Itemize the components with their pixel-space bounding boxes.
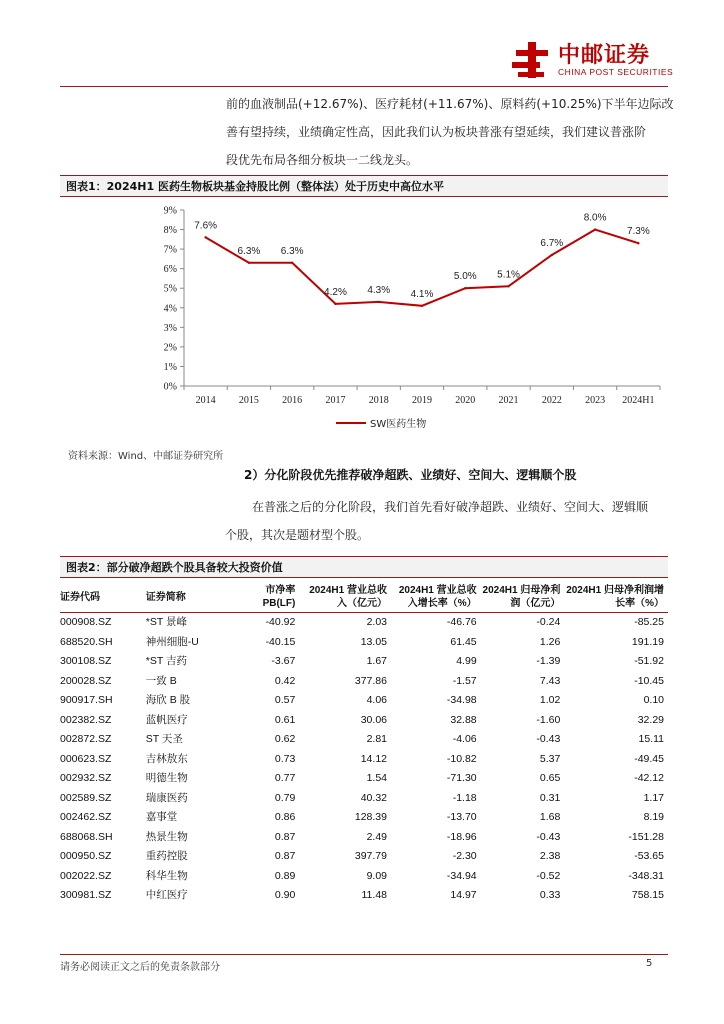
cell-name: 蓝帆医疗 — [145, 713, 188, 726]
cell-name: *ST 景峰 — [145, 616, 188, 628]
intro-line: 段优先布局各细分板块一二线龙头。 — [226, 153, 419, 167]
cell-net-profit-growth: -348.31 — [628, 869, 664, 882]
data-label: 4.1% — [410, 288, 434, 300]
table-row — [60, 750, 668, 770]
cell-net-profit-growth: 8.19 — [643, 811, 664, 823]
cell-code: 300981.SZ — [60, 889, 112, 901]
data-label: 5.0% — [453, 271, 477, 283]
cell-pb: 0.62 — [274, 733, 296, 745]
cell-revenue: 1.67 — [366, 655, 387, 667]
cell-net-profit: 7.43 — [539, 674, 561, 687]
intro-line: 前的血液制品(+12.67%)、医疗耗材(+11.67%)、原料药(+10.25%)下半年边际改 — [226, 97, 674, 111]
cell-net-profit: -0.24 — [536, 616, 561, 628]
cell-code: 002462.SZ — [60, 811, 112, 823]
table-row — [60, 769, 668, 789]
intro-line: 善有望持续，业绩确定性高，因此我们认为板块普涨有望延续，我们建议普涨阶 — [226, 125, 647, 139]
cell-code: 000908.SZ — [60, 616, 112, 628]
x-tick-label: 2018 — [368, 395, 389, 406]
cell-net-profit: 1.68 — [539, 811, 561, 823]
logo-name-en: CHINA POST SECURITIES — [558, 67, 674, 77]
x-tick-label: 2014 — [195, 395, 216, 406]
page-number: 5 — [646, 958, 653, 969]
section-heading: 2）分化阶段优先推荐破净超跌、业绩好、空间大、逻辑顺个股 — [244, 468, 577, 482]
figure1-source: 资料来源：Wind、中邮证券研究所 — [68, 451, 224, 462]
y-tick-label: 2% — [163, 342, 177, 354]
cell-pb: -3.67 — [271, 655, 296, 667]
cell-name: ST 天圣 — [145, 733, 183, 745]
table-row — [60, 633, 668, 653]
x-tick-label: 2017 — [325, 395, 346, 406]
company-logo — [512, 38, 696, 82]
data-label: 7.6% — [194, 220, 218, 232]
cell-pb: 0.89 — [274, 869, 296, 882]
cell-revenue: 1.54 — [366, 772, 387, 784]
figure2-caption: 图表2：部分破净超跌个股具备较大投资价值 — [60, 556, 668, 578]
cell-revenue-growth: -18.96 — [446, 830, 477, 843]
header-name: 证券简称 — [144, 582, 236, 613]
header-revenue-growth: 2024H1 营业总收入增长率（%） — [391, 582, 481, 613]
cell-pb: 0.73 — [274, 752, 296, 765]
cell-revenue: 9.09 — [366, 869, 387, 882]
cell-net-profit: -1.60 — [536, 713, 561, 726]
data-point — [637, 242, 639, 244]
table-row — [60, 847, 668, 867]
cell-pb: 0.87 — [274, 850, 296, 862]
cell-name: 吉林敖东 — [145, 752, 188, 765]
cell-revenue-growth: 14.97 — [450, 889, 477, 901]
section-paragraph — [225, 493, 668, 549]
cell-pb: -40.15 — [265, 635, 296, 648]
cell-pb: 0.77 — [274, 772, 296, 784]
table-row — [60, 828, 668, 848]
data-labels — [194, 213, 650, 300]
cell-revenue-growth: -46.76 — [446, 616, 477, 628]
cell-net-profit-growth: -151.28 — [628, 830, 664, 843]
cell-net-profit-growth: -10.45 — [634, 674, 664, 687]
cell-pb: 0.79 — [274, 791, 296, 804]
x-axis — [184, 386, 660, 406]
data-point — [464, 287, 466, 289]
section-line: 在普涨之后的分化阶段，我们首先看好破净超跌、业绩好、空间大、逻辑顺 — [252, 500, 649, 514]
cell-revenue: 40.32 — [360, 791, 387, 804]
cell-name: 瑞康医药 — [145, 791, 188, 804]
header-net-profit: 2024H1 归母净利润（亿元） — [481, 582, 565, 613]
header-pb: 市净率 PB(LF) — [236, 582, 300, 613]
cell-net-profit-growth: -51.92 — [634, 655, 664, 667]
chart-legend — [336, 417, 426, 430]
cell-name: 重药控股 — [145, 850, 188, 862]
cell-pb: 0.57 — [274, 694, 296, 706]
table-row — [60, 886, 668, 906]
data-label: 6.3% — [237, 245, 261, 257]
table-header-row — [60, 582, 668, 613]
cell-net-profit: -0.52 — [536, 869, 561, 882]
y-tick-label: 7% — [163, 244, 177, 256]
table-row — [60, 691, 668, 711]
cell-pb: 0.42 — [274, 674, 296, 687]
data-label: 8.0% — [583, 212, 607, 224]
data-point — [378, 301, 380, 303]
footer-divider — [60, 954, 668, 955]
cell-net-profit-growth: -49.45 — [634, 752, 664, 765]
cell-net-profit: -0.43 — [536, 830, 561, 843]
cell-code: 000950.SZ — [60, 850, 112, 862]
header-code: 证券代码 — [60, 582, 144, 613]
cell-revenue-growth: -13.70 — [446, 811, 477, 823]
table-row — [60, 613, 668, 633]
cell-revenue-growth: 4.99 — [456, 655, 477, 667]
cell-revenue-growth: -34.94 — [446, 869, 477, 882]
cell-code: 300108.SZ — [60, 655, 112, 667]
logo-name-cn: 中邮证券 — [558, 43, 651, 68]
y-tick-label: 8% — [163, 225, 177, 237]
x-tick-label: 2023 — [585, 395, 606, 406]
y-tick-label: 5% — [163, 283, 177, 295]
y-axis — [164, 206, 184, 393]
data-point — [291, 262, 293, 264]
cell-code: 900917.SH — [60, 694, 113, 706]
cell-revenue: 397.79 — [354, 850, 387, 862]
cell-net-profit: 5.37 — [539, 752, 561, 765]
table-row — [60, 711, 668, 731]
cell-net-profit-growth: 32.29 — [637, 713, 664, 726]
data-label: 5.1% — [497, 269, 520, 281]
holding-ratio-line-chart — [60, 196, 668, 438]
data-point — [248, 262, 250, 264]
cell-net-profit-growth: 15.11 — [638, 733, 664, 745]
cell-pb: 0.61 — [274, 713, 296, 726]
stock-valuation-table — [60, 582, 668, 906]
cell-revenue: 2.03 — [366, 616, 387, 628]
cell-code: 002022.SZ — [60, 869, 112, 882]
data-label: 7.3% — [626, 226, 650, 238]
cell-revenue: 14.12 — [360, 752, 387, 765]
legend-label: SW医药生物 — [370, 419, 427, 430]
data-label: 4.3% — [367, 284, 391, 296]
section-line: 个股，其次是题材型个股。 — [225, 528, 370, 542]
cell-revenue: 2.49 — [366, 830, 387, 843]
cell-name: 海欣 B 股 — [145, 694, 191, 706]
cell-net-profit: 1.26 — [539, 635, 561, 648]
cell-net-profit-growth: 191.19 — [631, 635, 664, 648]
cell-net-profit: -1.39 — [536, 655, 561, 667]
table-row — [60, 672, 668, 692]
x-tick-label: 2021 — [498, 395, 519, 406]
cell-code: 200028.SZ — [60, 674, 112, 687]
data-point — [421, 305, 423, 307]
cell-name: 神州细胞-U — [145, 635, 199, 648]
y-tick-label: 4% — [163, 303, 177, 315]
data-point — [507, 285, 509, 287]
logo-mark-icon — [512, 40, 552, 80]
cell-net-profit: -0.43 — [536, 733, 561, 745]
cell-net-profit: 0.65 — [539, 772, 561, 784]
cell-revenue-growth: -4.06 — [452, 733, 477, 745]
cell-pb: 0.86 — [274, 811, 296, 823]
header-revenue: 2024H1 营业总收入（亿元） — [299, 582, 391, 613]
y-tick-label: 3% — [163, 322, 177, 334]
table-row — [60, 789, 668, 809]
data-label: 6.3% — [280, 245, 304, 257]
cell-name: 嘉事堂 — [145, 811, 178, 823]
cell-revenue-growth: -1.18 — [452, 791, 477, 804]
y-tick-label: 6% — [163, 264, 177, 276]
cell-revenue-growth: -1.57 — [452, 674, 477, 687]
x-tick-label: 2019 — [412, 395, 432, 406]
cell-revenue: 13.05 — [360, 635, 387, 648]
y-tick-label: 9% — [163, 205, 177, 217]
cell-net-profit-growth: 758.15 — [631, 889, 664, 901]
cell-name: 明德生物 — [145, 772, 188, 784]
cell-net-profit-growth: -85.25 — [634, 616, 664, 628]
data-point — [551, 254, 553, 256]
intro-paragraph — [226, 90, 674, 174]
cell-name: 一致 B — [145, 674, 177, 687]
y-tick-label: 1% — [163, 361, 177, 373]
cell-code: 002932.SZ — [60, 772, 112, 784]
data-label: 6.7% — [540, 237, 564, 249]
x-tick-label: 2015 — [238, 395, 259, 406]
cell-net-profit: 1.02 — [539, 694, 561, 706]
cell-revenue: 128.39 — [354, 811, 387, 823]
cell-net-profit: 0.31 — [539, 791, 561, 804]
header-net-profit-growth: 2024H1 归母净利润增长率（%） — [564, 582, 668, 613]
data-label: 4.2% — [324, 286, 347, 298]
cell-net-profit-growth: -42.12 — [634, 772, 664, 784]
cell-net-profit: 2.38 — [539, 850, 561, 862]
data-point — [594, 228, 596, 230]
data-point — [204, 236, 206, 238]
cell-code: 002872.SZ — [60, 733, 112, 745]
cell-pb: -40.92 — [265, 616, 296, 628]
cell-revenue: 30.06 — [360, 713, 387, 726]
cell-revenue-growth: -71.30 — [446, 772, 477, 784]
cell-revenue: 377.86 — [354, 674, 387, 687]
cell-code: 002589.SZ — [60, 791, 112, 804]
cell-code: 688520.SH — [60, 635, 113, 648]
cell-pb: 0.87 — [274, 830, 296, 843]
cell-net-profit-growth: 0.10 — [643, 694, 664, 706]
data-point — [334, 303, 336, 305]
table-row — [60, 808, 668, 828]
cell-code: 002382.SZ — [60, 713, 112, 726]
table-row — [60, 730, 668, 750]
cell-revenue: 4.06 — [366, 694, 387, 706]
cell-code: 000623.SZ — [60, 752, 112, 765]
cell-revenue-growth: -2.30 — [452, 850, 477, 862]
table-row — [60, 652, 668, 672]
cell-net-profit-growth: -53.65 — [634, 850, 664, 862]
cell-revenue-growth: -34.98 — [446, 694, 477, 706]
cell-name: 科华生物 — [145, 869, 188, 882]
x-tick-label: 2024H1 — [622, 395, 655, 406]
cell-name: *ST 吉药 — [145, 655, 188, 667]
cell-revenue-growth: -10.82 — [446, 752, 477, 765]
x-tick-label: 2020 — [455, 395, 476, 406]
cell-net-profit: 0.33 — [539, 889, 561, 901]
cell-revenue: 11.48 — [361, 889, 387, 901]
cell-revenue-growth: 61.45 — [450, 635, 477, 648]
cell-name: 中红医疗 — [145, 889, 188, 901]
cell-net-profit-growth: 1.17 — [643, 791, 664, 804]
x-tick-label: 2016 — [282, 395, 303, 406]
footer-disclaimer: 请务必阅读正文之后的免责条款部分 — [60, 962, 220, 973]
header-divider — [60, 86, 668, 87]
y-tick-label: 0% — [163, 381, 177, 393]
cell-pb: 0.90 — [274, 889, 296, 901]
figure1-caption: 图表1：2024H1 医药生物板块基金持股比例（整体法）处于历史中高位水平 — [60, 175, 668, 197]
table-row — [60, 867, 668, 887]
cell-name: 热景生物 — [145, 830, 188, 843]
cell-revenue-growth: 32.88 — [450, 713, 477, 726]
x-tick-label: 2022 — [541, 395, 562, 406]
cell-revenue: 2.81 — [366, 733, 387, 745]
cell-code: 688068.SH — [60, 830, 113, 843]
